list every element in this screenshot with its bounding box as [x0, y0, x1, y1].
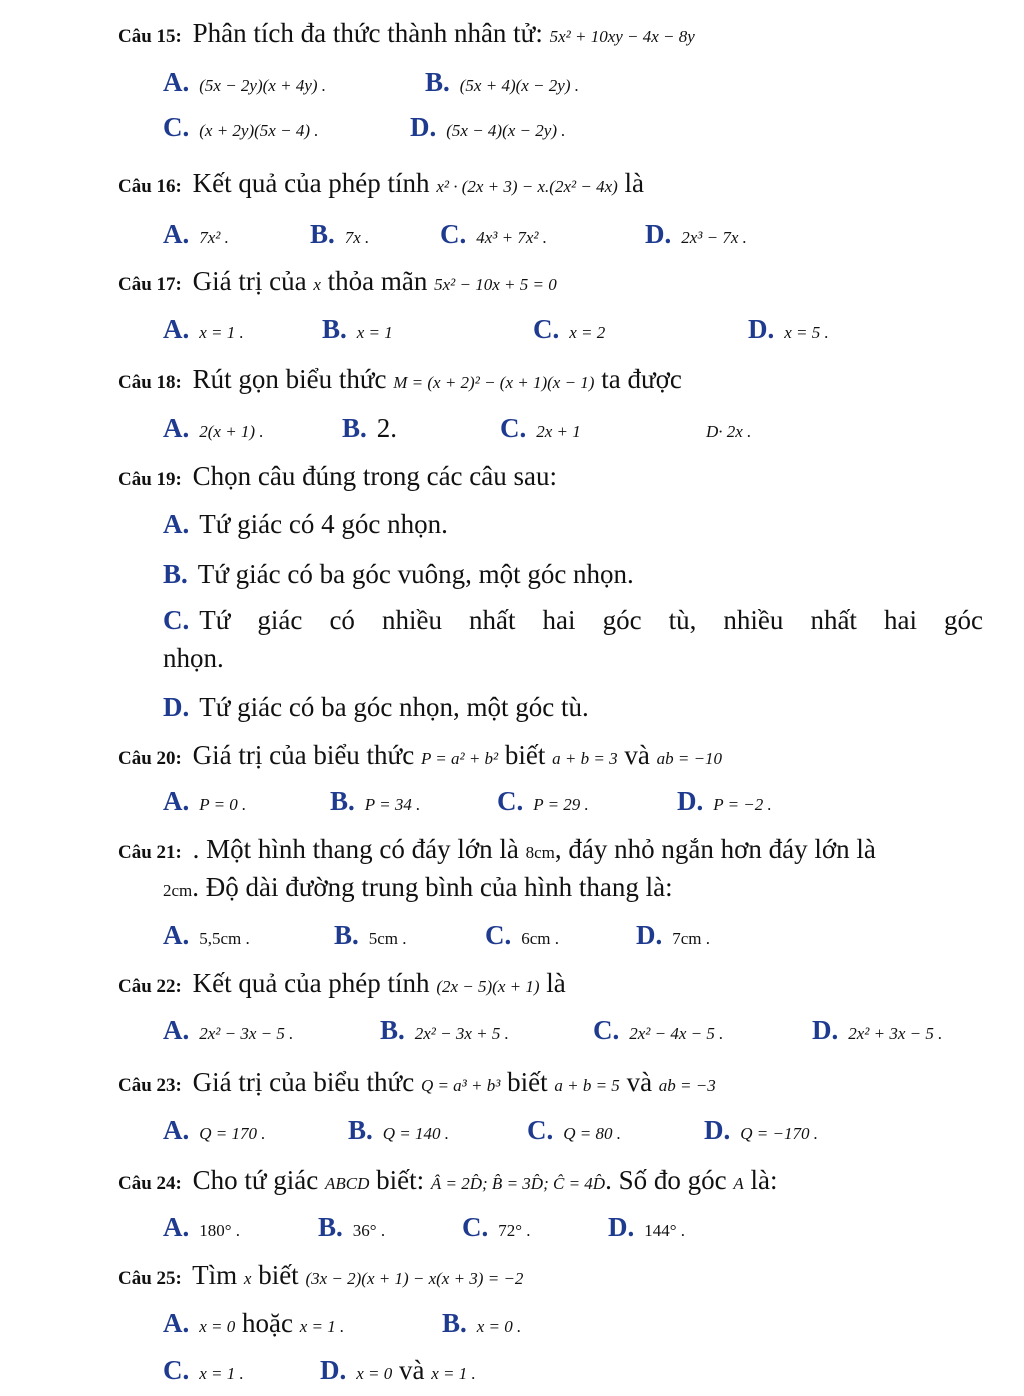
question-20: [118, 740, 722, 771]
question-text: . Một hình thang có đáy lớn là: [192, 834, 519, 864]
question-text: , đáy nhỏ ngắn hơn đáy lớn là: [554, 834, 876, 864]
option-c[interactable]: C. 2x + 1: [500, 413, 581, 443]
value: 8cm: [525, 843, 555, 862]
question-text: Giá trị của: [192, 266, 307, 296]
math-expression: M = (x + 2)² − (x + 1)(x − 1): [393, 373, 595, 392]
math-expression: P = a² + b²: [420, 749, 499, 768]
option-a[interactable]: A. 180° .: [163, 1212, 241, 1242]
variable: ABCD: [325, 1174, 370, 1193]
question-text: thỏa mãn: [327, 266, 428, 296]
option-a[interactable]: A. Tứ giác có 4 góc nhọn.: [163, 509, 448, 539]
math-expression: (3x − 2)(x + 1) − x(x + 3) = −2: [305, 1269, 524, 1288]
option-b[interactable]: B. 2x² − 3x + 5 .: [380, 1015, 509, 1045]
option-d[interactable]: D. 2x² + 3x − 5 .: [812, 1015, 943, 1045]
variable: x: [313, 275, 321, 294]
math-expression: ab = −10: [656, 749, 723, 768]
math-expression: a + b = 5: [554, 1076, 620, 1095]
question-text: Kết quả của phép tính: [192, 968, 430, 998]
question-text: và: [624, 740, 650, 770]
question-tail: là: [546, 968, 566, 998]
option-b[interactable]: B. P = 34 .: [330, 786, 421, 816]
question-label: Câu 20:: [118, 748, 182, 769]
question-text: và: [626, 1067, 653, 1097]
question-19: [118, 461, 557, 492]
option-d[interactable]: D. 144° .: [608, 1212, 686, 1242]
question-text: biết: [507, 1067, 548, 1097]
question-text: . Độ dài đường trung bình của hình thang là:: [192, 872, 673, 902]
option-d[interactable]: D. 2x³ − 7x .: [645, 219, 747, 249]
option-c[interactable]: C. x = 1 .: [163, 1355, 244, 1385]
question-18: [118, 364, 682, 395]
question-22: [118, 968, 566, 999]
option-a[interactable]: A. P = 0 .: [163, 786, 247, 816]
math-expression: 5x² + 10xy − 4x − 8y: [549, 27, 695, 46]
question-label: Câu 19:: [118, 469, 182, 490]
option-a[interactable]: A. x = 1 .: [163, 314, 244, 344]
question-tail: ta được: [601, 364, 682, 394]
option-b[interactable]: B. 5cm .: [334, 920, 407, 950]
option-b[interactable]: B. (5x + 4)(x − 2y) .: [425, 67, 579, 97]
question-text: Phân tích đa thức thành nhân tử:: [192, 18, 543, 48]
option-d[interactable]: D. Tứ giác có ba góc nhọn, một góc tù.: [163, 692, 589, 722]
option-c[interactable]: C. 2x² − 4x − 5 .: [593, 1015, 724, 1045]
option-d[interactable]: D. x = 5 .: [748, 314, 829, 344]
question-text: Tìm: [192, 1260, 238, 1290]
option-b[interactable]: B. 7x .: [310, 219, 370, 249]
question-17: [118, 266, 557, 297]
question-21-continued: [163, 872, 673, 903]
option-c[interactable]: C. Q = 80 .: [527, 1115, 621, 1145]
value: 2cm: [163, 881, 193, 900]
question-15: [118, 18, 695, 49]
option-c[interactable]: C. Tứ giác có nhiều nhất hai góc tù, nhiều nhất hai góc: [163, 605, 983, 635]
option-c[interactable]: C. 4x³ + 7x² .: [440, 219, 548, 249]
question-text: Giá trị của biểu thức: [192, 1067, 415, 1097]
option-c[interactable]: C. P = 29 .: [497, 786, 589, 816]
question-text: Kết quả của phép tính: [192, 168, 430, 198]
question-23: [118, 1067, 716, 1098]
math-expression: x² · (2x + 3) − x.(2x² − 4x): [436, 177, 618, 196]
option-a[interactable]: A. 7x² .: [163, 219, 229, 249]
question-label: Câu 24:: [118, 1173, 182, 1194]
option-a[interactable]: A. 2x² − 3x − 5 .: [163, 1015, 294, 1045]
option-a[interactable]: A. x = 0 hoặc x = 1 .: [163, 1308, 345, 1338]
question-label: Câu 23:: [118, 1075, 182, 1096]
question-label: Câu 22:: [118, 976, 182, 997]
question-tail: là: [624, 168, 645, 198]
option-d[interactable]: D. Q = −170 .: [704, 1115, 818, 1145]
option-c[interactable]: C. 6cm .: [485, 920, 560, 950]
question-text: . Số đo góc: [605, 1165, 727, 1195]
question-text: biết:: [376, 1165, 425, 1195]
math-expression: Â = 2D̂; B̂ = 3D̂; Ĉ = 4D̂: [430, 1174, 606, 1193]
option-b[interactable]: B. 2.: [342, 413, 398, 443]
math-expression: (2x − 5)(x + 1): [436, 977, 540, 996]
question-label: Câu 17:: [118, 274, 182, 295]
option-d[interactable]: D· 2x .: [706, 422, 752, 441]
question-label: Câu 16:: [118, 176, 182, 197]
option-b[interactable]: B. x = 0 .: [442, 1308, 522, 1338]
option-c-continued: nhọn.: [163, 643, 224, 673]
option-a[interactable]: A. 2(x + 1) .: [163, 413, 264, 443]
question-label: Câu 18:: [118, 372, 182, 393]
question-16: [118, 168, 644, 199]
math-expression: 5x² − 10x + 5 = 0: [434, 275, 557, 294]
option-a[interactable]: A. (5x − 2y)(x + 4y) .: [163, 67, 327, 97]
option-b[interactable]: B. 36° .: [318, 1212, 386, 1242]
option-b[interactable]: B. Tứ giác có ba góc vuông, một góc nhọn.: [163, 559, 634, 589]
option-a[interactable]: A. Q = 170 .: [163, 1115, 266, 1145]
option-a[interactable]: A. 5,5cm .: [163, 920, 250, 950]
variable: x: [243, 1269, 252, 1288]
question-text: là:: [750, 1165, 778, 1195]
question-text: Chọn câu đúng trong các câu sau:: [192, 461, 558, 491]
math-expression: ab = −3: [658, 1076, 716, 1095]
question-24: [118, 1165, 777, 1196]
option-d[interactable]: D. P = −2 .: [677, 786, 772, 816]
option-d[interactable]: D. 7cm .: [636, 920, 711, 950]
option-d[interactable]: D. (5x − 4)(x − 2y) .: [410, 112, 566, 142]
question-25: [118, 1260, 523, 1291]
option-d[interactable]: D. x = 0 và x = 1 .: [320, 1355, 476, 1385]
option-c[interactable]: C. x = 2: [533, 314, 606, 344]
question-label: Câu 21:: [118, 842, 182, 863]
option-c[interactable]: C. 72° .: [462, 1212, 531, 1242]
question-label: Câu 25:: [118, 1268, 182, 1289]
question-text: Giá trị của biểu thức: [192, 740, 415, 770]
math-expression: a + b = 3: [552, 749, 618, 768]
question-21: [118, 834, 876, 865]
option-b[interactable]: B. x = 1: [322, 314, 393, 344]
question-text: Cho tứ giác: [192, 1165, 319, 1195]
variable: A: [733, 1174, 744, 1193]
math-expression: Q = a³ + b³: [420, 1076, 501, 1095]
question-text: Rút gọn biểu thức: [192, 364, 387, 394]
option-c[interactable]: C. (x + 2y)(5x − 4) .: [163, 112, 319, 142]
question-label: Câu 15:: [118, 26, 182, 47]
question-text: biết: [504, 740, 546, 770]
question-text: biết: [258, 1260, 299, 1290]
option-b[interactable]: B. Q = 140 .: [348, 1115, 450, 1145]
